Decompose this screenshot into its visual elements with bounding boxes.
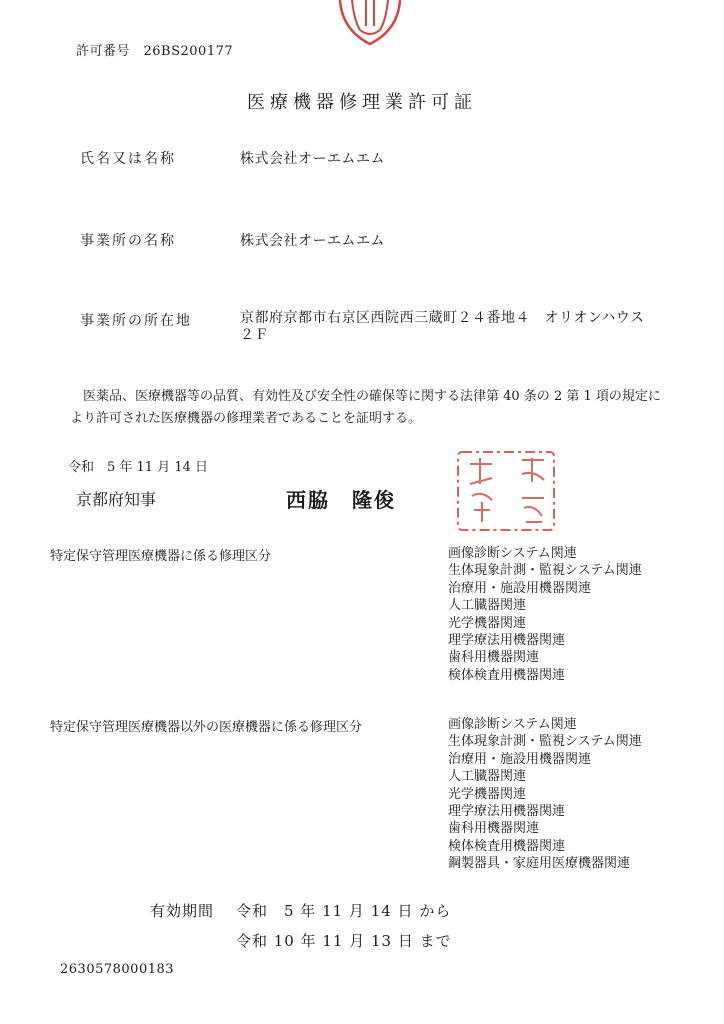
category-item: 検体検査用機器関連: [448, 838, 566, 854]
specified-categories-label: 特定保守管理医療機器に係る修理区分: [50, 549, 272, 564]
category-item: 治療用・施設用機器関連: [448, 580, 592, 596]
document-id: 2630578000183: [60, 962, 175, 977]
document-title: 医療機器修理業許可証: [247, 92, 477, 113]
category-item: 鋼製器具・家庭用医療機器関連: [448, 856, 631, 872]
governor-seal: [452, 444, 562, 534]
category-item: 検体検査用機器関連: [448, 667, 566, 683]
category-item: 歯科用機器関連: [448, 821, 540, 837]
category-item: 生体現象計測・監視システム関連: [448, 563, 642, 579]
specified-categories-list: [448, 545, 642, 684]
permit-number: 許可番号 26BS200177: [76, 44, 234, 59]
other-categories-label: 特定保守管理医療機器以外の医療機器に係る修理区分: [50, 720, 363, 735]
name-value: 株式会社オーエムエム: [240, 151, 385, 167]
category-item: 光学機器関連: [448, 615, 527, 631]
validity-label: 有効期間: [150, 902, 215, 920]
category-item: 光学機器関連: [448, 786, 527, 802]
category-item: 人工臓器関連: [448, 598, 527, 614]
governor-name: 西脇 隆俊: [286, 488, 396, 512]
governor-title: 京都府知事: [76, 490, 157, 509]
category-item: 理学療法用機器関連: [448, 633, 566, 649]
category-item: 人工臓器関連: [448, 769, 527, 785]
issue-date: 令和 5 年 11 月 14 日: [68, 460, 209, 475]
office-name-label: 事業所の名称: [80, 233, 176, 249]
certification-statement: 医薬品、医療機器等の品質、有効性及び安全性の確保等に関する法律第 40 条の 2 第 1 項の規定により許可された医療機器の修理業者であることを証明する。: [70, 389, 661, 426]
office-address-label: 事業所の所在地: [80, 313, 192, 329]
category-item: 治療用・施設用機器関連: [448, 751, 592, 767]
validity-to: 令和 10 年 11 月 13 日 まで: [236, 932, 452, 950]
name-label: 氏名又は名称: [80, 151, 176, 167]
other-categories-list: [448, 716, 642, 873]
category-item: 画像診断システム関連: [448, 546, 577, 561]
top-seal-stamp: [330, 0, 410, 48]
category-item: 理学療法用機器関連: [448, 804, 566, 820]
category-item: 画像診断システム関連: [448, 717, 577, 732]
category-item: 生体現象計測・監視システム関連: [448, 734, 642, 750]
category-item: 歯科用機器関連: [448, 650, 540, 666]
validity-from: 令和 5 年 11 月 14 日 から: [236, 902, 452, 920]
office-name-value: 株式会社オーエムエム: [240, 233, 385, 249]
office-address-value: 京都府京都市右京区西院西三蔵町２４番地４ オリオンハウス２Ｆ: [240, 310, 645, 343]
